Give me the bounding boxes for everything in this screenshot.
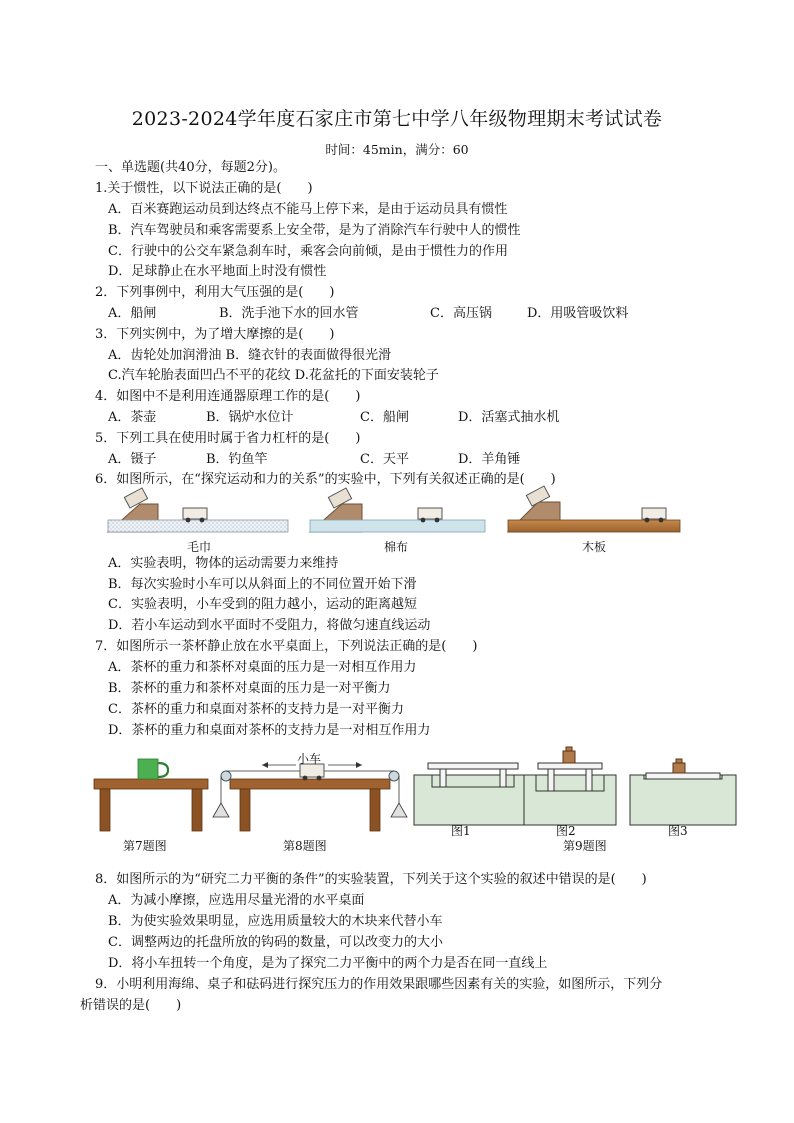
question-3-options-ab: A．齿轮处加润滑油 B．缝衣针的表面做得很光滑 bbox=[108, 348, 392, 363]
figure-7-table-with-cup bbox=[94, 759, 208, 831]
figure-9-panel-2 bbox=[524, 747, 616, 825]
question-1-option-a: A．百米赛跑运动员到达终点不能马上停下来，是由于运动员具有惯性 bbox=[108, 202, 508, 217]
question-8-option-d: D．将小车扭转一个角度，是为了探究二力平衡中的两个力是否在同一直线上 bbox=[108, 956, 548, 971]
question-2-option-b: B．洗手池下水的回水管 bbox=[219, 306, 359, 321]
question-6-option-c: C．实验表明，小车受到的阻力越小，运动的距离越短 bbox=[108, 597, 417, 612]
question-2-option-a: A．船闸 bbox=[108, 306, 157, 321]
figure-9-panel-3-label: 图3 bbox=[668, 824, 688, 838]
question-1-option-c: C．行驶中的公交车紧急刹车时，乘客会向前倾，是由于惯性力的作用 bbox=[108, 244, 508, 259]
question-5-stem: 5．下列工具在使用时属于省力杠杆的是( ) bbox=[95, 431, 361, 446]
ramp-towel-setup bbox=[108, 488, 288, 532]
question-4-option-a: A．茶壶 bbox=[108, 410, 157, 425]
question-5-option-b: B．钓鱼竿 bbox=[206, 452, 268, 467]
question-2-option-d: D．用吸管吸饮料 bbox=[527, 306, 629, 321]
question-4-option-c: C．船闸 bbox=[360, 410, 409, 425]
question-8-option-b: B．为使实验效果明显，应选用质量较大的木块来代替小车 bbox=[108, 914, 443, 929]
question-7-option-b: B．茶杯的重力和茶杯对桌面的压力是一对平衡力 bbox=[108, 681, 391, 696]
figure-9-panel-1 bbox=[414, 763, 532, 825]
exam-time-score: 时间：45min，满分：60 bbox=[325, 142, 469, 157]
figure-7-caption: 第7题图 bbox=[123, 839, 167, 853]
question-3-stem: 3．下列实例中，为了增大摩擦的是( ) bbox=[95, 327, 335, 342]
figure-6-label-cotton: 棉布 bbox=[384, 540, 409, 554]
section-heading: 一、单选题(共40分，每题2分)。 bbox=[95, 160, 286, 175]
figure-8-balance-apparatus bbox=[213, 762, 407, 831]
question-7-option-a: A．茶杯的重力和茶杯对桌面的压力是一对相互作用力 bbox=[108, 660, 417, 675]
question-1-option-b: B．汽车驾驶员和乘客需要系上安全带，是为了消除汽车行驶中人的惯性 bbox=[108, 223, 521, 238]
figure-9-panel-2-label: 图2 bbox=[556, 824, 576, 838]
question-6-stem: 6．如图所示，在“探究运动和力的关系”的实验中，下列有关叙述正确的是( ) bbox=[95, 472, 556, 487]
question-6-option-d: D．若小车运动到水平面时不受阻力，将做匀速直线运动 bbox=[108, 618, 431, 633]
figure-6-label-wood: 木板 bbox=[582, 540, 607, 554]
question-5-option-a: A．镊子 bbox=[108, 452, 157, 467]
question-4-stem: 4．如图中不是利用连通器原理工作的是( ) bbox=[95, 389, 361, 404]
question-3-options-cd: C.汽车轮胎表面凹凸不平的花纹 D.花盆托的下面安装轮子 bbox=[108, 368, 439, 383]
question-6-option-b: B．每次实验时小车可以从斜面上的不同位置开始下滑 bbox=[108, 577, 417, 592]
question-7-option-d: D．茶杯的重力和桌面对茶杯的支持力是一对相互作用力 bbox=[108, 723, 431, 738]
question-7-option-c: C．茶杯的重力和桌面对茶杯的支持力是一对平衡力 bbox=[108, 702, 404, 717]
question-8-option-c: C．调整两边的托盘所放的钩码的数量，可以改变力的大小 bbox=[108, 935, 443, 950]
figure-9-panel-3 bbox=[630, 759, 736, 825]
question-1-option-d: D．足球静止在水平地面上时没有惯性 bbox=[108, 264, 327, 279]
question-4-option-b: B．锅炉水位计 bbox=[206, 410, 294, 425]
figure-6-label-towel: 毛巾 bbox=[187, 540, 212, 554]
ramp-wood-setup bbox=[508, 486, 680, 532]
question-5-option-c: C．天平 bbox=[360, 452, 409, 467]
question-8-stem: 8．如图所示的为“研究二力平衡的条件”的实验装置，下列关于这个实验的叙述中错误的是( ) bbox=[95, 872, 647, 887]
figure-8-caption: 第8题图 bbox=[283, 839, 327, 853]
question-2-option-c: C．高压锅 bbox=[430, 306, 492, 321]
question-6-option-a: A．实验表明，物体的运动需要力来维持 bbox=[108, 556, 339, 571]
question-5-option-d: D．羊角锤 bbox=[458, 452, 521, 467]
figure-9-panel-1-label: 图1 bbox=[451, 824, 471, 838]
question-1-stem: 1.关于惯性，以下说法正确的是( ) bbox=[95, 181, 313, 196]
figure-8-cart-label: 小车 bbox=[297, 752, 322, 766]
ramp-cotton-setup bbox=[310, 488, 485, 532]
question-9-stem-line-2: 析错误的是( ) bbox=[80, 998, 182, 1013]
question-7-stem: 7．如图所示一茶杯静止放在水平桌面上，下列说法正确的是( ) bbox=[95, 639, 478, 654]
figure-9-caption: 第9题图 bbox=[563, 839, 607, 853]
question-9-stem-line-1: 9．小明利用海绵、桌子和砝码进行探究压力的作用效果跟哪些因素有关的实验，如图所示，下列分 bbox=[95, 977, 663, 992]
question-2-stem: 2．下列事例中，利用大气压强的是( ) bbox=[95, 285, 335, 300]
question-4-option-d: D．活塞式抽水机 bbox=[458, 410, 560, 425]
page-title: 2023-2024学年度石家庄市第七中学八年级物理期末考试试卷 bbox=[131, 108, 663, 130]
question-8-option-a: A．为减小摩擦，应选用尽量光滑的水平桌面 bbox=[108, 893, 365, 908]
